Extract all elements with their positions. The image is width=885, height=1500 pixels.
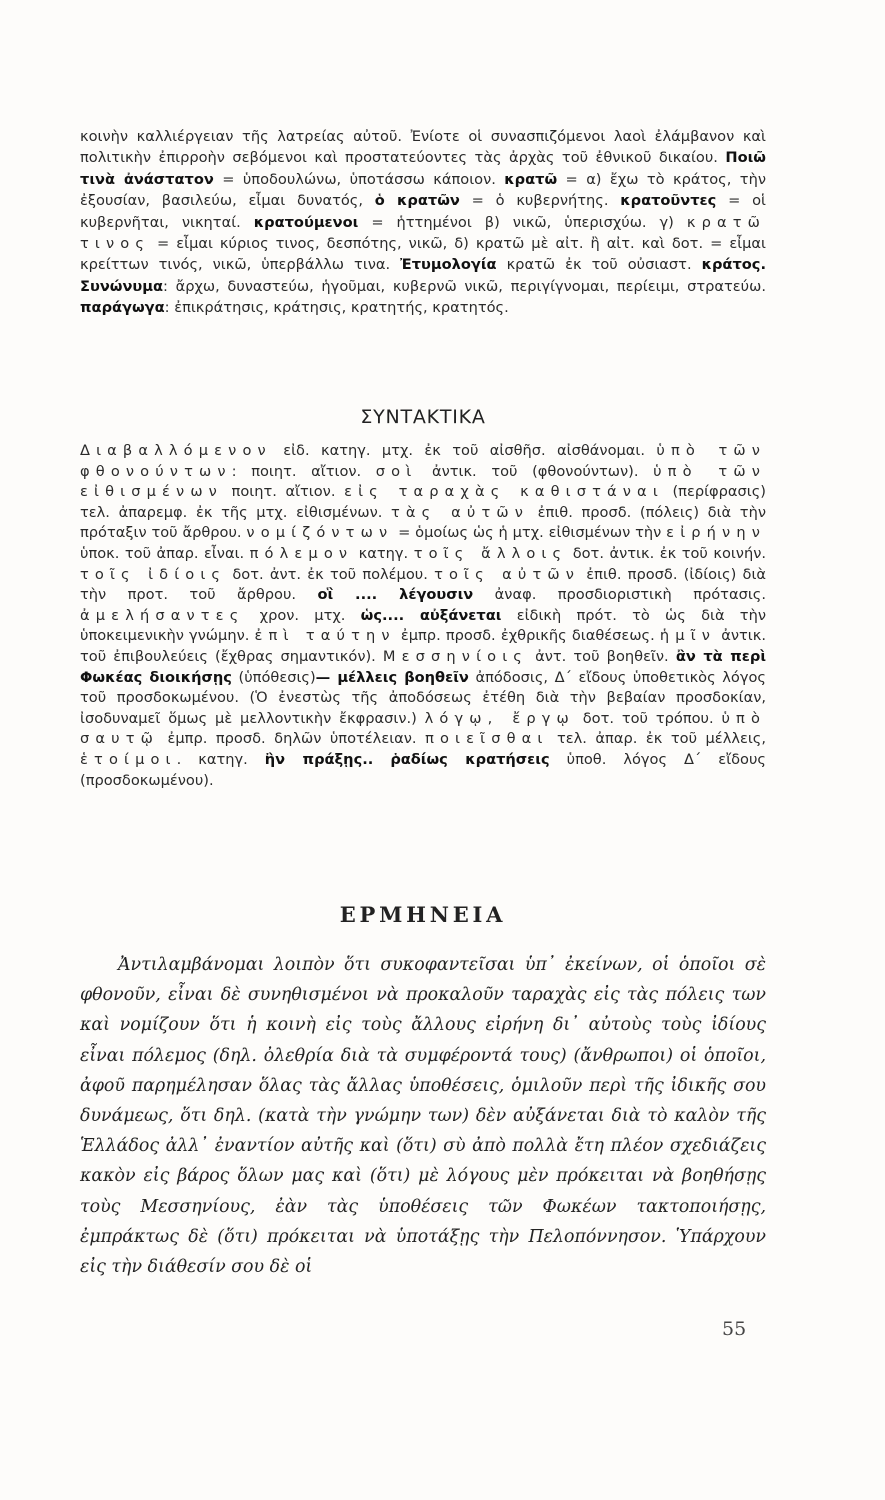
page-number: 55 <box>722 1318 747 1340</box>
vocabulary-gloss: κοινὴν καλλιέργειαν τῆς λατρείας αὐτοῦ. Ἐνίοτε οἱ συνασπιζόμενοι λαοὶ ἐλάμβανον καὶ πολιτικὴν ἐπιρροὴν σεβόμενοι καὶ προστατεύοντες τὰς ἀρχὰς τοῦ ἐθνικοῦ δικαίου. Ποιῶ τινὰ ἀνάστατον = ὑποδουλώνω, ὑποτάσσω κάποιον. κρατῶ = α) ἔχω τὸ κράτος, τὴν ἐξουσίαν, βασιλεύω, εἶμαι δυνατός, ὁ κρατῶν = ὁ κυβερνήτης. κρατοῦντες = οἱ κυβερνῆται, νικηταί. κρατούμενοι = ἡττημένοι β) νικῶ, ὑπερισχύω. γ) κρατῶ τινος = εἶμαι κύριος τινος, δεσπότης, νικῶ, δ) κρατῶ μὲ αἰτ. ἢ αἰτ. καὶ δοτ. = εἶμαι κρείττων τινός, νικῶ, ὑπερβάλλω τινα. Ἐτυμολογία κρατῶ ἐκ τοῦ οὐσιαστ. κράτος. Συνώνυμα: ἄρχω, δυναστεύω, ἡγοῦμαι, κυβερνῶ νικῶ, περιγίγνομαι, περίειμι, στρατεύω. παράγωγα: ἐπικράτησις, κράτησις, κρατητής, κρατητός. <box>80 128 767 317</box>
syntax-notes: Διαβαλλόμενον εἰδ. κατηγ. μτχ. ἐκ τοῦ αἰσθῆσ. αἰσθάνομαι. ὑπὸ τῶν φθονούντων: ποιητ. αἴτιον. σοὶ ἀντικ. τοῦ (φθονούντων). ὑπὸ τῶν εἰθισμένων ποιητ. αἴτιον. εἰς ταραχὰς καθιστάναι (περίφρασις) τελ. ἀπαρεμφ. ἐκ τῆς μτχ. εἰθισμένων. τὰς αὐτῶν ἐπιθ. προσδ. (πόλεις) διὰ τὴν πρόταξιν τοῦ ἄρθρου. νομίζόντων = ὁμοίως ὡς ἡ μτχ. εἰθισμένων τὴν εἰρήνην ὑποκ. τοῦ ἀπαρ. εἶναι. πόλεμον κατηγ. τοῖς ἄλλοις δοτ. ἀντικ. ἐκ τοῦ κοινήν. τοῖς ἰδίοις δοτ. ἀντ. ἐκ τοῦ πολέμου. τοῖς αὐτῶν ἐπιθ. προσδ. (ἰδίοις) διὰ τὴν προτ. τοῦ ἄρθρου. οἳ .... λέγουσιν ἀναφ. προσδιοριστικὴ πρότασις. ἀμελήσαντες χρον. μτχ. ὡς.... αὐξάνεται εἰδικὴ πρότ. τὸ ὡς διὰ τὴν ὑποκειμενικὴν γνώμην. ἐπὶ ταύτην ἐμπρ. προσδ. ἐχθρικῆς διαθέσεως. ἡμῖν ἀντικ. τοῦ ἐπιβουλεύεις (ἔχθρας σημαντικόν). Μεσσηνίοις ἀντ. τοῦ βοηθεῖν. ἂν τὰ περὶ Φωκέας διοικήσῃς (ὑπόθεσις)— μέλλεις βοηθεῖν ἀπόδοσις, Δ´ εἴδους ὑποθετικὸς λόγος τοῦ προσδοκωμένου. (Ὁ ἐνεστὼς τῆς ἀποδόσεως ἐτέθη διὰ τὴν βεβαίαν προσδοκίαν, ἰσοδυναμεῖ ὅμως μὲ μελλοντικὴν ἔκφρασιν.) λόγῳ, ἔργῳ δοτ. τοῦ τρόπου. ὑπὸ σαυτῷ ἐμπρ. προσδ. δηλῶν ὑποτέλειαν. ποιεῖσθαι τελ. ἀπαρ. ἐκ τοῦ μέλλεις, ἑτοίμοι. κατηγ. ἢν πράξῃς.. ῥαδίως κρατήσεις ὑποθ. λόγος Δ´ εἴδους (προσδοκωμένου). <box>80 442 767 789</box>
syntaktika-heading: ΣΥΝΤΑΚΤΙΚΑ <box>360 406 486 428</box>
ermineia-heading: ΕΡΜΗΝΕΙΑ <box>339 902 507 927</box>
interpretation-text: Ἀντιλαμβάνομαι λοιπὸν ὅτι συκοφαντεῖσαι ὑπ᾽ ἐκείνων, οἱ ὁποῖοι σὲ φθονοῦν, εἶναι δὲ συνηθισμένοι νὰ προκαλοῦν ταραχὰς εἰς τὰς πόλεις των καὶ νομίζουν ὅτι ἡ κοινὴ εἰς τοὺς ἄλλους εἰρήνη δι᾽ αὐτοὺς τοὺς ἰδίους εἶναι πόλεμος (δηλ. ὀλεθρία διὰ τὰ συμφέροντά τους) (ἄνθρωποι) οἱ ὁποῖοι, ἀφοῦ παρημέλησαν ὅλας τὰς ἄλλας ὑποθέσεις, ὁμιλοῦν περὶ τῆς ἰδικῆς σου δυνάμεως, ὅτι δηλ. (κατὰ τὴν γνώμην των) δὲν αὐξάνεται διὰ τὸ καλὸν τῆς Ἑλλάδος ἀλλ᾽ ἐναντίον αὐτῆς καὶ (ὅτι) σὺ ἀπὸ πολλὰ ἔτη πλέον σχεδιάζεις κακὸν εἰς βάρος ὅλων μας καὶ (ὅτι) μὲ λόγους μὲν πρόκειται νὰ βοηθήσῃς τοὺς Μεσσηνίους, ἐὰν τὰς ὑποθέσεις τῶν Φωκέων τακτοποιήσῃς, ἐμπράκτως δὲ (ὅτι) πρόκειται νὰ ὑποτάξῃς τὴν Πελοπόννησον. Ὑπάρχουν εἰς τὴν διάθεσίν σου δὲ οἱ <box>80 955 766 1278</box>
